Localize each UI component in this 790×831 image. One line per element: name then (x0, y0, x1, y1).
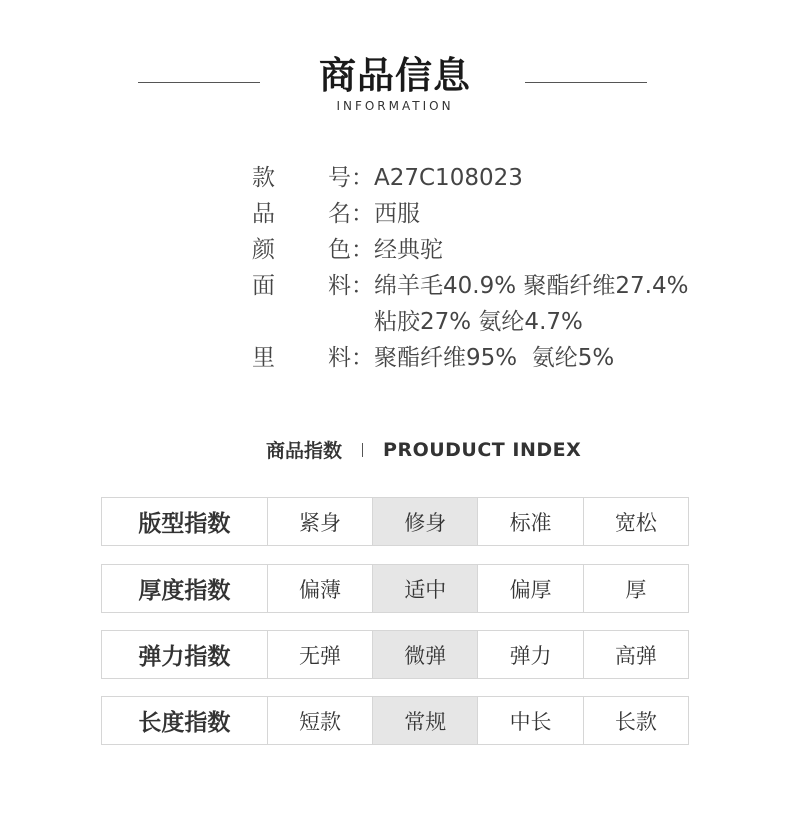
info-value: 粘胶27% 氨纶4.7% (374, 309, 583, 335)
index-row-label: 厚度指数 (138, 578, 231, 604)
info-value: 聚酯纤维95% 氨纶5% (374, 345, 615, 371)
index-option: 无弹 (267, 631, 372, 678)
index-option: 长款 (583, 697, 688, 744)
index-option: 厚 (583, 565, 688, 612)
index-row-elasticity (101, 630, 689, 679)
section-title: 商品信息 (319, 54, 471, 97)
index-option: 适中 (372, 565, 477, 612)
index-option: 常规 (372, 697, 477, 744)
info-value: 西服 (374, 201, 420, 227)
info-key-char: 色 (328, 237, 351, 263)
index-title-cn: 商品指数 (266, 440, 343, 462)
info-colon: ： (351, 165, 374, 191)
index-option: 偏厚 (477, 565, 582, 612)
info-key-char: 颜 (252, 237, 275, 263)
info-key-char: 号 (328, 165, 351, 191)
info-key-char: 料 (328, 273, 351, 299)
info-colon: ： (351, 237, 374, 263)
product-info-list (252, 160, 688, 376)
info-row-fabric-cont (252, 304, 688, 340)
info-row-style-number (252, 160, 688, 196)
info-row-lining (252, 340, 688, 376)
info-key-char: 名 (328, 201, 351, 227)
info-key-char: 面 (252, 273, 275, 299)
info-key-char: 品 (252, 201, 275, 227)
index-option: 修身 (372, 498, 477, 545)
index-option: 短款 (267, 697, 372, 744)
info-colon: ： (351, 345, 374, 371)
index-option: 偏薄 (267, 565, 372, 612)
index-title-divider (362, 443, 363, 457)
info-colon: ： (351, 201, 374, 227)
info-key-char: 里 (252, 345, 275, 371)
info-key-char: 料 (328, 345, 351, 371)
index-row-label: 长度指数 (138, 710, 231, 736)
info-row-fabric (252, 268, 688, 304)
info-key-char: 款 (252, 165, 275, 191)
section-subtitle: INFORMATION (336, 99, 454, 113)
index-row-fit (101, 497, 689, 546)
index-option: 微弹 (372, 631, 477, 678)
index-option: 中长 (477, 697, 582, 744)
index-row-length (101, 696, 689, 745)
index-row-label: 弹力指数 (138, 644, 231, 670)
index-option: 标准 (477, 498, 582, 545)
index-row-label: 版型指数 (138, 511, 231, 537)
index-option: 高弹 (583, 631, 688, 678)
info-value: 经典驼 (374, 237, 443, 263)
index-row-thickness (101, 564, 689, 613)
info-value: A27C108023 (374, 165, 523, 191)
info-row-color (252, 232, 688, 268)
info-colon: ： (351, 273, 374, 299)
index-option: 宽松 (583, 498, 688, 545)
index-option: 弹力 (477, 631, 582, 678)
info-value: 绵羊毛40.9% 聚酯纤维27.4% (374, 273, 689, 299)
index-option: 紧身 (267, 498, 372, 545)
info-row-product-name (252, 196, 688, 232)
product-index-title (266, 436, 581, 463)
index-title-en: PROUDUCT INDEX (383, 438, 582, 461)
